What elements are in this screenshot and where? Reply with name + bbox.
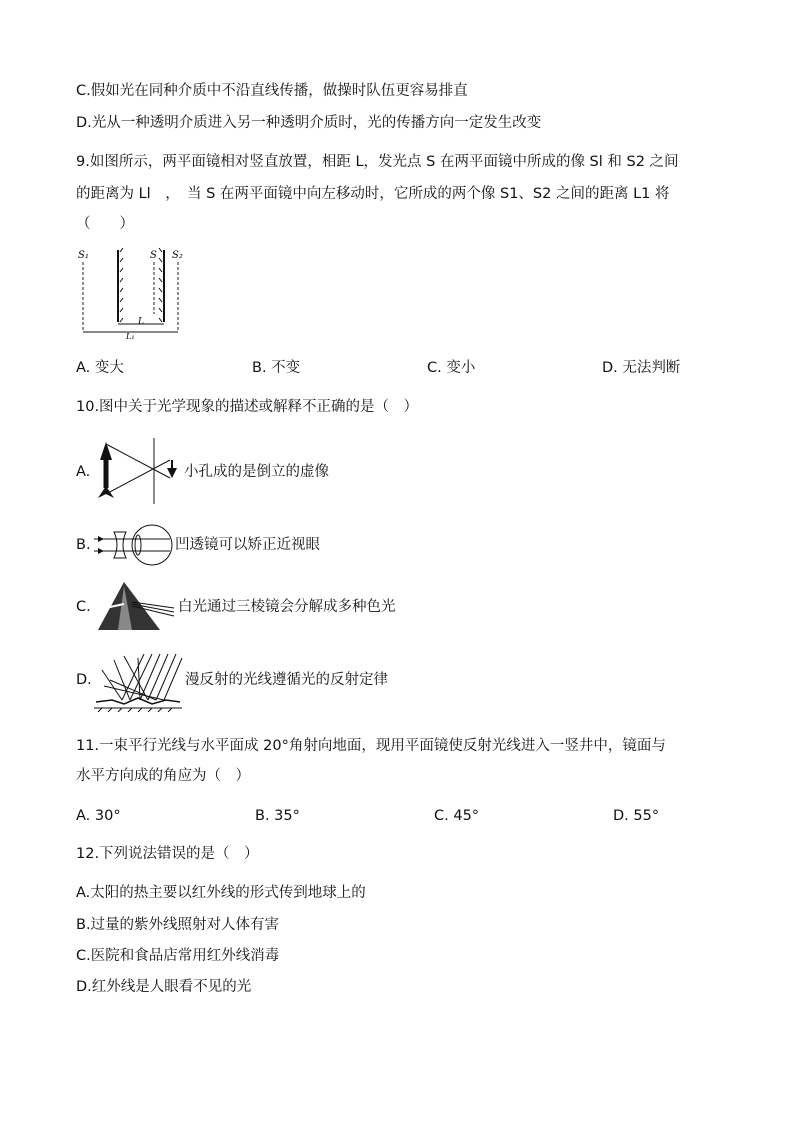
q8-option-d: D.光从一种透明介质进入另一种透明介质时，光的传播方向一定发生改变 [76, 115, 542, 131]
q10-option-a-letter: A. [76, 464, 91, 480]
q11-option-b: B. 35° [255, 808, 300, 824]
q10-option-a-text: 小孔成的是倒立的虚像 [184, 464, 329, 480]
q10-prism-figure [96, 580, 176, 632]
q12-option-b: B.过量的紫外线照射对人体有害 [76, 917, 280, 933]
q11-option-a: A. 30° [76, 808, 121, 824]
q8-option-c: C.假如光在同种介质中不沿直线传播，做操时队伍更容易排直 [76, 83, 468, 99]
q9-option-d: D. 无法判断 [602, 360, 681, 376]
q9-mirror-figure [76, 244, 196, 340]
q12-option-c: C.医院和食品店常用红外线消毒 [76, 948, 280, 964]
q9-option-b: B. 不变 [252, 360, 301, 376]
q10-diffuse-reflection-figure [94, 650, 184, 712]
q9-stem-line3: （ ） [76, 216, 134, 232]
q9-label-l: L [138, 317, 144, 327]
q11-stem-line2: 水平方向成的角应为（ ） [76, 768, 250, 784]
q10-option-d-letter: D. [76, 672, 92, 688]
q9-label-l1: L₁ [126, 332, 135, 340]
q11-option-c: C. 45° [434, 808, 480, 824]
q10-pinhole-figure [92, 438, 182, 504]
q10-option-d-text: 漫反射的光线遵循光的反射定律 [185, 672, 388, 688]
q10-stem: 10.图中关于光学现象的描述或解释不正确的是（ ） [76, 399, 419, 415]
q10-option-b-text: 凹透镜可以矫正近视眼 [175, 537, 320, 553]
q12-option-d: D.红外线是人眼看不见的光 [76, 979, 252, 995]
q9-label-s: S [150, 250, 157, 261]
q10-option-b-letter: B. [76, 537, 91, 553]
q10-option-c-text: 白光通过三棱镜会分解成多种色光 [178, 599, 396, 615]
q9-label-s2: S₂ [172, 250, 183, 261]
q11-option-d: D. 55° [613, 808, 660, 824]
q9-right-mirror [159, 248, 164, 322]
q10-option-c-letter: C. [76, 599, 91, 615]
q10-concave-lens-figure [92, 522, 176, 568]
q9-option-c: C. 变小 [427, 360, 476, 376]
q9-left-mirror [118, 248, 123, 322]
q9-label-s1: S₁ [78, 250, 89, 261]
q12-option-a: A.太阳的热主要以红外线的形式传到地球上的 [76, 885, 366, 901]
q9-stem-line2: 的距离为 Ll ， 当 S 在两平面镜中向左移动时，它所成的两个像 S1、S2 之间的距离 L1 将 [76, 186, 670, 202]
q12-stem: 12.下列说法错误的是（ ） [76, 846, 259, 862]
q9-stem-line1: 9.如图所示，两平面镜相对竖直放置，相距 L，发光点 S 在两平面镜中所成的像 Sl 和 S2 之间 [76, 154, 679, 170]
q11-stem-line1: 11.一束平行光线与水平面成 20°角射向地面，现用平面镜使反射光线进入一竖井中，镜面与 [76, 738, 666, 754]
q9-option-a: A. 变大 [76, 360, 124, 376]
